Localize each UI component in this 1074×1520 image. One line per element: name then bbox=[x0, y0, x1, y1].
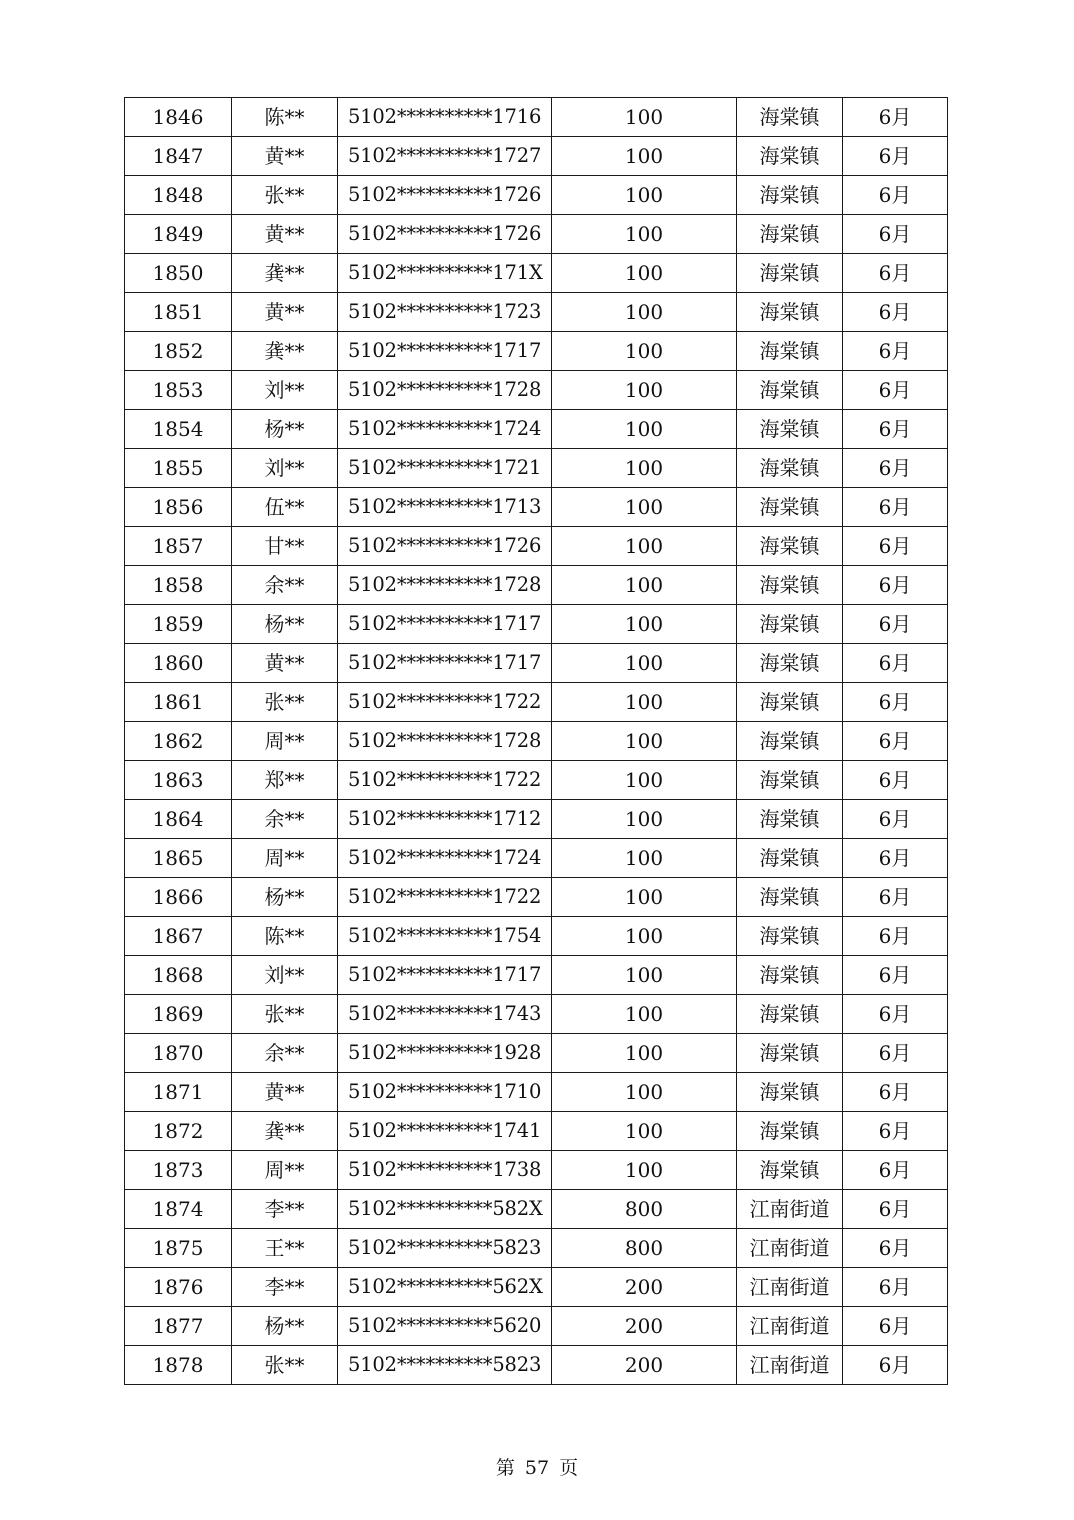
cell-month: 6月 bbox=[843, 449, 948, 488]
cell-month: 6月 bbox=[843, 1112, 948, 1151]
cell-month: 6月 bbox=[843, 1151, 948, 1190]
cell-month: 6月 bbox=[843, 956, 948, 995]
cell-amount: 100 bbox=[552, 254, 737, 293]
table-row bbox=[125, 371, 948, 410]
cell-serial-number: 1872 bbox=[125, 1112, 232, 1151]
cell-area: 海棠镇 bbox=[737, 800, 843, 839]
cell-month: 6月 bbox=[843, 644, 948, 683]
table-row bbox=[125, 839, 948, 878]
cell-area: 江南街道 bbox=[737, 1229, 843, 1268]
cell-area: 海棠镇 bbox=[737, 98, 843, 137]
cell-month: 6月 bbox=[843, 332, 948, 371]
table-row bbox=[125, 137, 948, 176]
cell-amount: 100 bbox=[552, 878, 737, 917]
cell-month: 6月 bbox=[843, 410, 948, 449]
cell-id-number: 5102**********1717 bbox=[338, 332, 552, 371]
cell-area: 海棠镇 bbox=[737, 488, 843, 527]
table-row bbox=[125, 332, 948, 371]
cell-id-number: 5102**********1726 bbox=[338, 215, 552, 254]
cell-month: 6月 bbox=[843, 254, 948, 293]
roster-table-body bbox=[125, 98, 948, 1385]
cell-amount: 100 bbox=[552, 527, 737, 566]
cell-serial-number: 1858 bbox=[125, 566, 232, 605]
cell-amount: 100 bbox=[552, 683, 737, 722]
cell-area: 海棠镇 bbox=[737, 644, 843, 683]
cell-amount: 100 bbox=[552, 449, 737, 488]
cell-serial-number: 1866 bbox=[125, 878, 232, 917]
cell-name: 黄** bbox=[232, 1073, 338, 1112]
cell-id-number: 5102**********1721 bbox=[338, 449, 552, 488]
cell-month: 6月 bbox=[843, 839, 948, 878]
cell-amount: 100 bbox=[552, 332, 737, 371]
cell-name: 黄** bbox=[232, 137, 338, 176]
cell-serial-number: 1868 bbox=[125, 956, 232, 995]
cell-id-number: 5102**********1716 bbox=[338, 98, 552, 137]
cell-amount: 200 bbox=[552, 1307, 737, 1346]
cell-serial-number: 1864 bbox=[125, 800, 232, 839]
cell-serial-number: 1878 bbox=[125, 1346, 232, 1385]
cell-id-number: 5102**********582X bbox=[338, 1190, 552, 1229]
cell-id-number: 5102**********1722 bbox=[338, 761, 552, 800]
table-row bbox=[125, 410, 948, 449]
cell-area: 海棠镇 bbox=[737, 839, 843, 878]
cell-id-number: 5102**********1713 bbox=[338, 488, 552, 527]
cell-serial-number: 1869 bbox=[125, 995, 232, 1034]
cell-name: 龚** bbox=[232, 332, 338, 371]
cell-id-number: 5102**********1722 bbox=[338, 878, 552, 917]
footer-prefix: 第 bbox=[495, 1457, 515, 1479]
cell-id-number: 5102**********1728 bbox=[338, 566, 552, 605]
cell-name: 伍** bbox=[232, 488, 338, 527]
cell-name: 杨** bbox=[232, 605, 338, 644]
cell-name: 周** bbox=[232, 839, 338, 878]
cell-serial-number: 1873 bbox=[125, 1151, 232, 1190]
cell-id-number: 5102**********1754 bbox=[338, 917, 552, 956]
cell-id-number: 5102**********1928 bbox=[338, 1034, 552, 1073]
cell-id-number: 5102**********5620 bbox=[338, 1307, 552, 1346]
cell-area: 海棠镇 bbox=[737, 1073, 843, 1112]
cell-amount: 800 bbox=[552, 1190, 737, 1229]
cell-amount: 100 bbox=[552, 605, 737, 644]
cell-serial-number: 1847 bbox=[125, 137, 232, 176]
cell-area: 海棠镇 bbox=[737, 878, 843, 917]
cell-month: 6月 bbox=[843, 176, 948, 215]
cell-area: 海棠镇 bbox=[737, 995, 843, 1034]
cell-amount: 100 bbox=[552, 98, 737, 137]
cell-area: 海棠镇 bbox=[737, 683, 843, 722]
cell-name: 黄** bbox=[232, 215, 338, 254]
cell-name: 陈** bbox=[232, 917, 338, 956]
cell-area: 江南街道 bbox=[737, 1307, 843, 1346]
cell-amount: 100 bbox=[552, 410, 737, 449]
cell-serial-number: 1877 bbox=[125, 1307, 232, 1346]
table-row bbox=[125, 644, 948, 683]
cell-area: 海棠镇 bbox=[737, 332, 843, 371]
table-row bbox=[125, 254, 948, 293]
cell-serial-number: 1856 bbox=[125, 488, 232, 527]
cell-month: 6月 bbox=[843, 371, 948, 410]
cell-name: 周** bbox=[232, 1151, 338, 1190]
cell-id-number: 5102**********1717 bbox=[338, 605, 552, 644]
cell-area: 海棠镇 bbox=[737, 215, 843, 254]
cell-month: 6月 bbox=[843, 722, 948, 761]
cell-area: 海棠镇 bbox=[737, 1112, 843, 1151]
cell-month: 6月 bbox=[843, 566, 948, 605]
table-row bbox=[125, 1151, 948, 1190]
table-row bbox=[125, 917, 948, 956]
table-row bbox=[125, 566, 948, 605]
cell-area: 海棠镇 bbox=[737, 527, 843, 566]
cell-month: 6月 bbox=[843, 527, 948, 566]
cell-serial-number: 1854 bbox=[125, 410, 232, 449]
cell-area: 海棠镇 bbox=[737, 761, 843, 800]
cell-amount: 100 bbox=[552, 1151, 737, 1190]
cell-area: 海棠镇 bbox=[737, 176, 843, 215]
cell-month: 6月 bbox=[843, 605, 948, 644]
cell-month: 6月 bbox=[843, 1346, 948, 1385]
cell-id-number: 5102**********1723 bbox=[338, 293, 552, 332]
cell-name: 周** bbox=[232, 722, 338, 761]
page-footer bbox=[0, 1456, 1074, 1480]
cell-name: 余** bbox=[232, 1034, 338, 1073]
cell-id-number: 5102**********1710 bbox=[338, 1073, 552, 1112]
cell-month: 6月 bbox=[843, 1034, 948, 1073]
cell-amount: 100 bbox=[552, 722, 737, 761]
cell-amount: 100 bbox=[552, 917, 737, 956]
cell-serial-number: 1850 bbox=[125, 254, 232, 293]
cell-name: 龚** bbox=[232, 254, 338, 293]
table-row bbox=[125, 1346, 948, 1385]
cell-month: 6月 bbox=[843, 488, 948, 527]
cell-id-number: 5102**********171X bbox=[338, 254, 552, 293]
cell-area: 江南街道 bbox=[737, 1190, 843, 1229]
cell-amount: 100 bbox=[552, 644, 737, 683]
cell-name: 陈** bbox=[232, 98, 338, 137]
cell-id-number: 5102**********1717 bbox=[338, 956, 552, 995]
cell-name: 杨** bbox=[232, 410, 338, 449]
cell-area: 海棠镇 bbox=[737, 605, 843, 644]
cell-amount: 800 bbox=[552, 1229, 737, 1268]
cell-id-number: 5102**********1712 bbox=[338, 800, 552, 839]
cell-amount: 100 bbox=[552, 215, 737, 254]
cell-serial-number: 1853 bbox=[125, 371, 232, 410]
cell-name: 龚** bbox=[232, 1112, 338, 1151]
cell-amount: 100 bbox=[552, 137, 737, 176]
cell-amount: 100 bbox=[552, 956, 737, 995]
cell-serial-number: 1875 bbox=[125, 1229, 232, 1268]
cell-month: 6月 bbox=[843, 917, 948, 956]
table-row bbox=[125, 1073, 948, 1112]
cell-name: 余** bbox=[232, 800, 338, 839]
cell-month: 6月 bbox=[843, 137, 948, 176]
cell-id-number: 5102**********5823 bbox=[338, 1346, 552, 1385]
table-row bbox=[125, 293, 948, 332]
table-row bbox=[125, 1112, 948, 1151]
cell-area: 海棠镇 bbox=[737, 1034, 843, 1073]
cell-area: 海棠镇 bbox=[737, 449, 843, 488]
table-row bbox=[125, 1268, 948, 1307]
cell-id-number: 5102**********1724 bbox=[338, 410, 552, 449]
cell-area: 海棠镇 bbox=[737, 371, 843, 410]
table-row bbox=[125, 761, 948, 800]
cell-area: 海棠镇 bbox=[737, 566, 843, 605]
cell-amount: 100 bbox=[552, 995, 737, 1034]
cell-amount: 100 bbox=[552, 488, 737, 527]
cell-serial-number: 1860 bbox=[125, 644, 232, 683]
cell-serial-number: 1848 bbox=[125, 176, 232, 215]
cell-amount: 100 bbox=[552, 761, 737, 800]
cell-amount: 100 bbox=[552, 800, 737, 839]
cell-name: 郑** bbox=[232, 761, 338, 800]
table-row bbox=[125, 449, 948, 488]
cell-month: 6月 bbox=[843, 683, 948, 722]
cell-name: 刘** bbox=[232, 371, 338, 410]
table-row bbox=[125, 683, 948, 722]
table-row bbox=[125, 722, 948, 761]
cell-id-number: 5102**********1728 bbox=[338, 371, 552, 410]
cell-serial-number: 1855 bbox=[125, 449, 232, 488]
table-row bbox=[125, 878, 948, 917]
cell-amount: 100 bbox=[552, 1034, 737, 1073]
cell-month: 6月 bbox=[843, 215, 948, 254]
table-row bbox=[125, 1190, 948, 1229]
cell-name: 张** bbox=[232, 176, 338, 215]
cell-amount: 100 bbox=[552, 566, 737, 605]
table-row bbox=[125, 215, 948, 254]
table-row bbox=[125, 995, 948, 1034]
cell-month: 6月 bbox=[843, 98, 948, 137]
cell-amount: 100 bbox=[552, 1112, 737, 1151]
cell-area: 海棠镇 bbox=[737, 722, 843, 761]
cell-id-number: 5102**********1724 bbox=[338, 839, 552, 878]
cell-name: 张** bbox=[232, 1346, 338, 1385]
cell-name: 刘** bbox=[232, 956, 338, 995]
cell-serial-number: 1852 bbox=[125, 332, 232, 371]
cell-serial-number: 1857 bbox=[125, 527, 232, 566]
cell-serial-number: 1876 bbox=[125, 1268, 232, 1307]
table-row bbox=[125, 488, 948, 527]
cell-month: 6月 bbox=[843, 761, 948, 800]
roster-table bbox=[124, 97, 948, 1385]
cell-id-number: 5102**********1728 bbox=[338, 722, 552, 761]
cell-id-number: 5102**********1726 bbox=[338, 527, 552, 566]
cell-serial-number: 1861 bbox=[125, 683, 232, 722]
cell-name: 杨** bbox=[232, 878, 338, 917]
cell-id-number: 5102**********1726 bbox=[338, 176, 552, 215]
cell-serial-number: 1851 bbox=[125, 293, 232, 332]
cell-serial-number: 1871 bbox=[125, 1073, 232, 1112]
cell-name: 黄** bbox=[232, 644, 338, 683]
cell-id-number: 5102**********5823 bbox=[338, 1229, 552, 1268]
cell-serial-number: 1859 bbox=[125, 605, 232, 644]
cell-amount: 100 bbox=[552, 839, 737, 878]
cell-serial-number: 1865 bbox=[125, 839, 232, 878]
page-number: 57 bbox=[524, 1457, 550, 1479]
cell-serial-number: 1867 bbox=[125, 917, 232, 956]
cell-name: 甘** bbox=[232, 527, 338, 566]
cell-id-number: 5102**********1722 bbox=[338, 683, 552, 722]
cell-month: 6月 bbox=[843, 1307, 948, 1346]
cell-serial-number: 1863 bbox=[125, 761, 232, 800]
cell-area: 江南街道 bbox=[737, 1268, 843, 1307]
cell-area: 海棠镇 bbox=[737, 254, 843, 293]
cell-month: 6月 bbox=[843, 800, 948, 839]
cell-serial-number: 1874 bbox=[125, 1190, 232, 1229]
table-row bbox=[125, 800, 948, 839]
cell-name: 黄** bbox=[232, 293, 338, 332]
cell-name: 张** bbox=[232, 995, 338, 1034]
cell-month: 6月 bbox=[843, 878, 948, 917]
cell-serial-number: 1846 bbox=[125, 98, 232, 137]
cell-area: 海棠镇 bbox=[737, 410, 843, 449]
cell-month: 6月 bbox=[843, 293, 948, 332]
cell-id-number: 5102**********1738 bbox=[338, 1151, 552, 1190]
cell-name: 杨** bbox=[232, 1307, 338, 1346]
cell-area: 海棠镇 bbox=[737, 1151, 843, 1190]
cell-name: 李** bbox=[232, 1190, 338, 1229]
cell-serial-number: 1862 bbox=[125, 722, 232, 761]
cell-area: 海棠镇 bbox=[737, 293, 843, 332]
cell-area: 海棠镇 bbox=[737, 917, 843, 956]
cell-name: 刘** bbox=[232, 449, 338, 488]
cell-area: 海棠镇 bbox=[737, 137, 843, 176]
cell-name: 李** bbox=[232, 1268, 338, 1307]
table-row bbox=[125, 98, 948, 137]
table-row bbox=[125, 956, 948, 995]
cell-amount: 100 bbox=[552, 1073, 737, 1112]
cell-month: 6月 bbox=[843, 1190, 948, 1229]
cell-id-number: 5102**********1717 bbox=[338, 644, 552, 683]
table-row bbox=[125, 1229, 948, 1268]
cell-name: 余** bbox=[232, 566, 338, 605]
table-row bbox=[125, 527, 948, 566]
cell-area: 江南街道 bbox=[737, 1346, 843, 1385]
cell-amount: 100 bbox=[552, 293, 737, 332]
cell-amount: 100 bbox=[552, 371, 737, 410]
cell-month: 6月 bbox=[843, 1073, 948, 1112]
cell-month: 6月 bbox=[843, 1229, 948, 1268]
table-row bbox=[125, 176, 948, 215]
footer-suffix: 页 bbox=[559, 1457, 579, 1479]
cell-serial-number: 1849 bbox=[125, 215, 232, 254]
cell-month: 6月 bbox=[843, 1268, 948, 1307]
cell-serial-number: 1870 bbox=[125, 1034, 232, 1073]
table-row bbox=[125, 605, 948, 644]
cell-month: 6月 bbox=[843, 995, 948, 1034]
cell-id-number: 5102**********1741 bbox=[338, 1112, 552, 1151]
cell-id-number: 5102**********562X bbox=[338, 1268, 552, 1307]
cell-amount: 100 bbox=[552, 176, 737, 215]
cell-name: 王** bbox=[232, 1229, 338, 1268]
cell-id-number: 5102**********1743 bbox=[338, 995, 552, 1034]
cell-name: 张** bbox=[232, 683, 338, 722]
cell-area: 海棠镇 bbox=[737, 956, 843, 995]
table-row bbox=[125, 1307, 948, 1346]
cell-id-number: 5102**********1727 bbox=[338, 137, 552, 176]
cell-amount: 200 bbox=[552, 1346, 737, 1385]
cell-amount: 200 bbox=[552, 1268, 737, 1307]
table-row bbox=[125, 1034, 948, 1073]
